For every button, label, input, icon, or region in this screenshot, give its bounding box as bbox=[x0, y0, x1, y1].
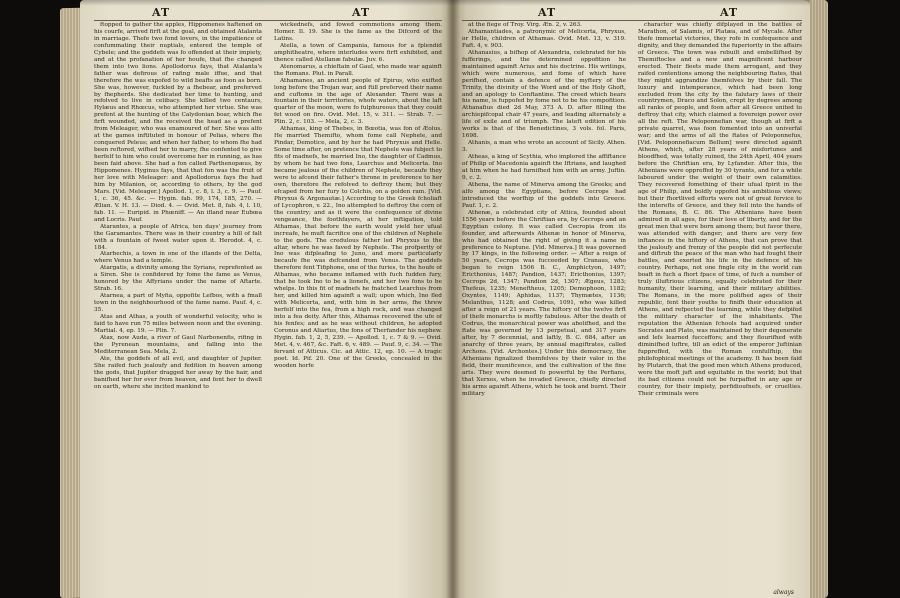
entry-paragraph: Athamanes, an ancient people of Epirus, who exifted long before the Trojan war, and ftill preferved their name and cuftoms in the age of Alexander. There was a fountain in their territories, whofe waters, about the laft quarter of the moon, were fo fulphureous that they could fet wood on fire. Ovid. Met. 15, v. 311. — Strab. 7. — Plin. 2, c. 103. — Mela, 2, c. 3. bbox=[274, 77, 442, 126]
entry-paragraph: Atenomarus, a chieftain of Gaul, who made war againft the Romans. Plut. in Parall. bbox=[274, 63, 442, 77]
left-page-columns bbox=[94, 22, 442, 594]
entry-paragraph: Atax, now Aude, a river of Gaul Narbonenfis, rifing in the Pyrenean mountains, and falling into the Mediterranean Sea. Mela, 2. bbox=[94, 334, 262, 355]
entry-paragraph: Atarbechis, a town in one of the iflands of the Delta, where Venus had a temple. bbox=[94, 251, 262, 265]
left-header-rule bbox=[94, 20, 442, 21]
catchword: always bbox=[773, 589, 794, 596]
left-page bbox=[80, 0, 452, 598]
entry-paragraph: Atas and Athas, a youth of wonderful velocity, who is faid to have run 75 miles between noon and the evening. Martial. 4, ep. 19. — Plin. 7. bbox=[94, 314, 262, 334]
entry-paragraph: Athanasius, a bifhop of Alexandria, celebrated for his fufferings, and the determined oppofition he maintained againft Arius and his doctrine. His writings, which were numerous, and fome of which have perifhed, contain a defence of the myftery of the Trinity, the divinity of the Word and of the Holy Ghoft, and an apology to Conftantine. The creed which bears his name, is fuppofed by fome not to be his compofition. Athanafius died 2d May, 373 A. D. after filling the archiepifcopal chair 47 years, and leading alternately a life of exile and of triumph. The lateft edition of his works is that of the Benedictines, 3 vols. fol. Paris, 1698. bbox=[462, 49, 626, 140]
right-column-2 bbox=[638, 22, 802, 594]
entry-paragraph: Athena, the name of Minerva among the Greeks; and alfo among the Egyptians, before Cecrops had introduced the worfhip of the goddefs into Greece. Pauf. 1, c. 2. bbox=[462, 181, 626, 209]
entry-paragraph: Athenæ, a celebrated city of Attica, founded about 1556 years before the Chriftian era, by Cecrops and an Egyptian colony. It was called Cecropia from its founder, and afterwards Athenæ in honor of Minerva, who had obtained the right of giving it a name in preference to Neptune. [Vid. Minerva.] It was governed by 17 kings, in the following order. — After a reign of 50 years, Cecrops was fucceeded by Cranaus, who began to reign 1506 B. C., Amphictyon, 1497; Ericthonius, 1487; Pandion, 1437; Ericthonius, 1397; Cecrops 2d, 1347; Pandion 2d, 1307; Ægeus, 1283; Thefeus, 1235; Meneftheus, 1205; Demophoon, 1182; Oxyntes, 1149; Aphidas, 1137; Thymætes, 1136; Melanthus, 1128; and Codrus, 1091, who was killed after a reign of 21 years. The hiftory of the twelve firft of thefe monarchs is moftly fabulous. After the death of Codrus, the monarchical power was abolifhed, and the ftate was governed by 13 perpetual, and 317 years after, by 7 decennial, and laftly, B. C. 684, after an anarchy of three years, by annual magiftrates, called Archons. [Vid. Archontes.] Under this democracy, the Athenians fignalized themfelves by their valor in the field, their munificence, and the cultivation of the fine arts. They were deemed fo powerful by the Perfians, that Xerxes, when he invaded Greece, chiefly directed his arms againft Athens, which he took and burnt. Their military bbox=[462, 209, 626, 397]
entry-paragraph: character was chiefly difplayed in the battles of Marathon, of Salamis, of Platæa, and of Mycale. After thefe immortal victories, they rofe in confequence and dignity, and they demanded the fuperiority in the affairs of Greece. The town was rebuilt and embellifhed by Themiftocles and a new and magnificent harbour erected. Their fleets made them arrogant, and they raifed contentions among the neighbouring ftates, that they might aggrandize themfelves by their fall. The luxury and intemperance, which had been long excluded from the city by the falutary laws of their countrymen, Draco and Solon, crept by degrees among all ranks of people, and foon after all Greece united to deftroy that city, which claimed a fovereign power over all the reft. The Peloponnefian war, though at firft a private quarrel, was foon fomented into an univerfal war; and the arms of all the ftates of Peloponnefus, [Vid. Peloponnefiacum Bellum] were directed againft Athens, which, after 28 years of misfortunes and bloodfhed, was totally ruined, the 24th April, 404 years before the Chriftian era, by Lyfander. After this, the Athenians were oppreffed by 30 tyrants, and for a while laboured under the weight of their own calamities. They recovered fomething of their ufual fpirit in the age of Philip, and boldly oppofed his ambitious views; but their fhortlived efforts were not of great fervice to the interefts of Greece, and they fell into the hands of the Romans, B. C. 86. The Athenians have been admired in all ages, for their love of liberty, and for the great men that were born among them; but favor there, was attended with danger; and there are very few inftances in the hiftory of Athens, that can prove that the jealoufy and frenzy of the people did not perfecute and diftrub the peace of the man who had fought their battles, and exerted his life in the defence of his country. Perhaps, not one fingle city in the world can boaft in fuch a fhort fpace of time, of fuch a number of truly illuftrious citizens, equally celebrated for their humanity, their learning, and their military abilities. The Romans, in the more polifhed ages of their republic, fent their youths to finifh their education at Athens, and refpected the learning, while they defpifed the military character of the inhabitants. The reputation the Athenian fchools had acquired under Socrates and Plato, was maintained by their degenerate and lefs learned fucceffors; and they flourifhed with diminifhed luftre, till an edict of the emperor Juftinian fuppreffed, with the Roman confulfhip, the philofophical meetings of the academy. It has been faid by Plutarch, that the good men which Athens produced, were the moft juft and equitable in the world; but that its bad citizens could not be furpaffed in any age or country, for their impiety, perfidioufnefs, or cruelties. Their criminals were bbox=[638, 22, 802, 397]
right-page-columns bbox=[462, 22, 802, 594]
entry-paragraph: Atheas, a king of Scythia, who implored the affiftance of Philip of Macedonia againft the Iftrians, and laughed at him when he had furnifhed him with an army. Juftin. 9, c. 2. bbox=[462, 154, 626, 181]
entry-paragraph: Athanis, a man who wrote an account of Sicily. Athen. 3. bbox=[462, 140, 626, 154]
right-header-right: AT bbox=[720, 6, 739, 19]
left-column-1 bbox=[94, 22, 262, 594]
left-page-header bbox=[80, 6, 452, 20]
right-column-1 bbox=[462, 22, 626, 594]
entry-paragraph: Atargatis, a divinity among the Syrians, reprefented as a Siren. She is confidered by fome the fame as Venus, honored by the Affyrians under the name of Aftarte. Strab. 16. bbox=[94, 265, 262, 293]
right-header-left: AT bbox=[538, 6, 557, 19]
entry-paragraph: wickednefs, and fowed commotions among them. Homer. Il. 19. She is the fame as the Difcord of the Latins. bbox=[274, 22, 442, 42]
left-column-2 bbox=[274, 22, 442, 594]
entry-paragraph: Atarantes, a people of Africa, ten days' journey from the Garamantes. There was in their country a hill of falt with a fountain of fweet water upon it. Herodot. 4, c. 184. bbox=[94, 223, 262, 251]
entry-paragraph: Athamantiades, a patronymic of Melicerta, Phryxus, or Helle, children of Athamas. Ovid. Met. 13, v. 319. Faft. 4, v. 903. bbox=[462, 28, 626, 49]
right-page-header bbox=[452, 6, 810, 20]
right-header-rule bbox=[462, 20, 802, 21]
entry-paragraph: Atarnea, a part of Myfia, oppofite Lefbos, with a fmall town in the neighbourhood of the fame name. Pauf. 4, c. 35. bbox=[94, 293, 262, 314]
right-page bbox=[452, 0, 810, 598]
entry-paragraph: Ate, the goddefs of all evil, and daughter of Jupiter. She raifed fuch jealoufy and fedition in heaven among the gods, that Jupiter dragged her away by the hair, and banifhed her for ever from heaven, and fent her to dwell on earth, where she incited mankind to bbox=[94, 355, 262, 390]
book-edge-left bbox=[60, 8, 82, 598]
left-header-right: AT bbox=[352, 6, 371, 19]
entry-paragraph: Athamas, king of Thebes, in Bœotia, was fon of Æolus. He married Themifto, whom fome call Nephele, and Pindar, Demotice, and by her he had Phryxus and Helle. Some time after, on pretence that Nephele was fubject to fits of madnefs, he married Ino, the daughter of Cadmus, by whom he had two fons, Learchus and Melicerta. Ino became jealous of the children of Nephele, becaufe they were to afcend their father's throne in preference to her own, therefore fhe refolved to deftroy them; but they efcaped from her fury to Colchis, on a golden ram. [Vid. Phryxus & Argonautæ.] According to the Greek fcholiaft of Lycophron, v. 22., Ino attempted to deftroy the corn of the country; and as it were the confequence of divine vengeance, the foothfayers, at her inftigation, told Athamas, that before the earth would yield her ufual increafe, he muft facrifice one of the children of Nephele to the gods. The credulous father led Phryxus to the altar, where he was faved by Nephele. The profperity of Ino was difpleafing to Juno, and more particularly becaufe fhe was defcended from Venus. The goddefs therefore fent Tifiphone, one of the furies, to the houfe of Athamas, who became inflamed with fuch fudden fury, that he took Ino to be a lionefs, and her two fons to be whelps. In this fit of madnefs he fnatched Learchus from her, and killed him againft a wall; upon which, Ino fled with Melicerta, and, with him in her arms, fhe threw herfelf into the fea, from a high rock, and was changed into a fea deity. After this, Athamas recovered the ufe of his fenfes; and as he was without children, he adopted Coronus and Aliartus, the fons of Therfander his nephew. Hygin. fab. 1, 2, 5, 239. — Apollod. 1, c. 7 & 9. — Ovid. Met. 4, v. 467, &c. Faft. 6, v. 489. — Pauf. 9, c. 34. — The fervant of Atticus. Cic. ad Attic. 12, ep. 10. — A tragic poet. Id. Pif. 20. One of the Greeks, concealed in the wooden horfe bbox=[274, 126, 442, 369]
entry-paragraph: at the fiege of Troy. Virg. Æn. 2, v. 263. bbox=[468, 22, 582, 28]
entry-paragraph: ftopped to gather the apples, Hippomenes haftened on his courfe, arrived firft at the goal, and obtained Atalanta in marriage. Thefe two fond lovers, in the impatience of confummating their nuptials, entered the temple of Cybele; and the goddefs was fo offended at their impiety, and at the profanation of her houfe, that fhe changed them into two lions. Apollodorus fays, that Atalanta's father was defirous of rafing male iffue, and that therefore fhe was expofed to wild beafts as foon as born. She was, however, fuckled by a fhebear, and preferved by fhepherds. She dedicated her time to hunting, and refolved to live in celibacy. She killed two centaurs, Hylæus and Rhœcus, who attempted her virtue. She was prefent at the hunting of the Calydonian boar, which fhe firft wounded, and fhe received the head as a prefent from Meleager, who was enamoured of her. She was alfo at the games inftituted in honour of Pelias, where fhe conquered Peleus; and when her father, to whom fhe had been reftored, wifhed her to marry, fhe confented to give herfelf to him who could overcome her in running, as has been faid above. She had a fon called Parthenopæus, by Hippomenes. Hyginus fays, that that fon was the fruit of her love with Meleager: and Apollodorus fays fhe had him by Milanion, or, according to others, by the god Mars. [Vid. Meleager.] Apollod. 1, c. 8, l. 3, c. 9. — Pauf. 1, c. 36, 45. &c. — Hygin. fab. 99, 174, 185, 270. — Ælian. V. H. 13. — Diod. 4. — Ovid. Met. 8, fab. 4, l. 10, fab. 11. — Euripid. in Phœniff. — An ifland near Eubœa and Locris. Pauf. bbox=[94, 22, 262, 223]
entry-paragraph: Atella, a town of Campania, famous for a fplendid amphitheatre, where interludes were firft exhibited, and thence called Atellanæ fabulæ. Juv. 6. bbox=[274, 42, 442, 63]
book-gutter bbox=[446, 0, 460, 598]
page-top-shadow bbox=[80, 0, 810, 6]
left-header-left: AT bbox=[152, 6, 171, 19]
